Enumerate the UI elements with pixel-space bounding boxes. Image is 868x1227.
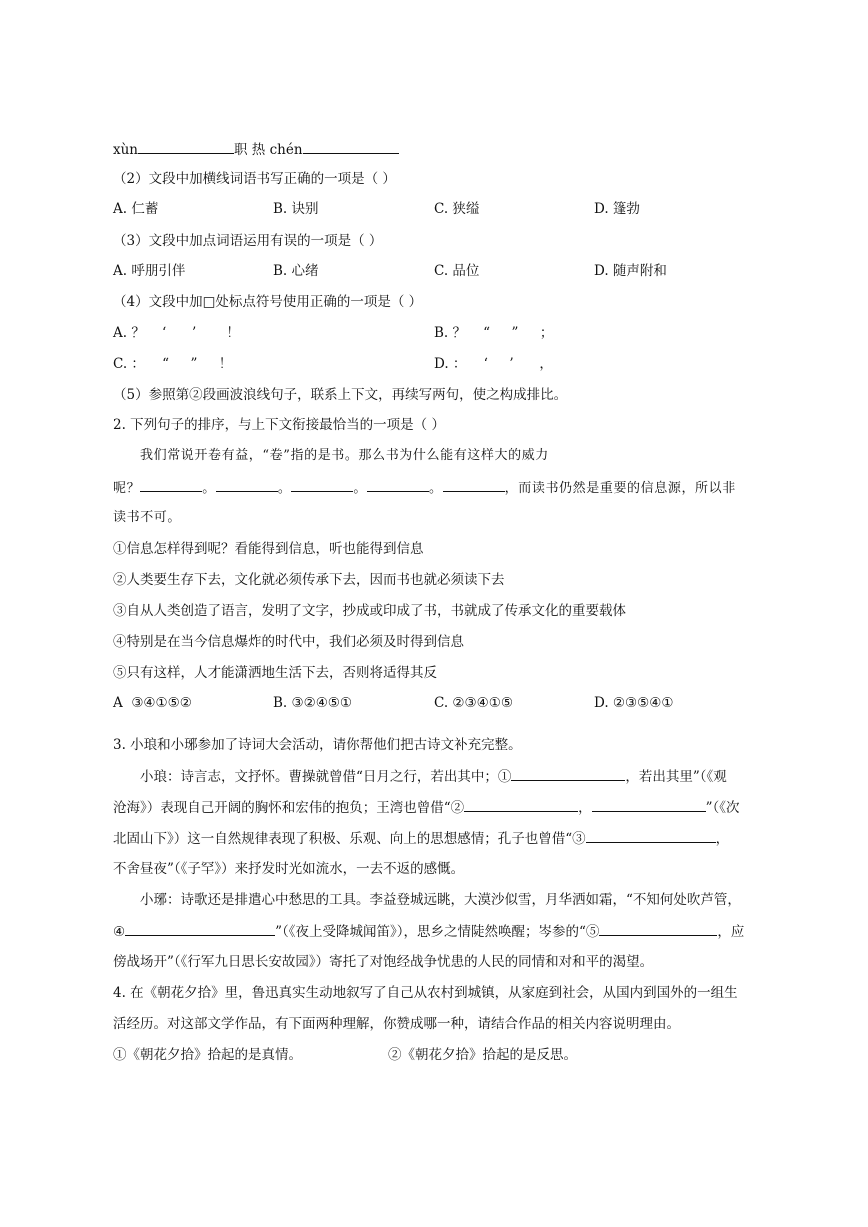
q3-p1-text: ， [715,831,730,847]
q1-2-option-d[interactable]: D. 篷勃 [594,201,640,217]
q2-separator: 。 [353,481,368,496]
q3-p2-line1: 小琊：诗歌还是排遣心中愁思的工具。李益登城远眺，大漠沙似雪，月华洒如霜，“不知何处吹芦管， [140,892,741,908]
q2-blank-1[interactable] [140,478,202,492]
q3-blank-4[interactable] [125,922,275,936]
q1-2-option-c[interactable]: C. 狭缢 [434,201,480,217]
pinyin-xun: xùn [113,142,139,158]
pinyin-line [113,140,399,159]
q4-stem-line1: 4. 在《朝花夕拾》里，鲁迅真实生动地叙写了自己从农村到城镇，从家庭到社会，从国内到国外的一组生 [113,985,738,1001]
q1-3-option-c[interactable]: C. 品位 [434,263,480,279]
q2-option-a[interactable]: A ③④①⑤② [113,695,192,711]
q3-blank-2b[interactable] [592,798,706,812]
q3-p2-line2 [113,922,744,941]
q2-passage-start: 呢？ [113,481,141,496]
q2-blank-2[interactable] [216,478,278,492]
q1-4-option-c[interactable]: C. ： “ ” ！ [113,356,233,372]
q2-stem: 2. 下列句子的排序，与上下文衔接最恰当的一项是（ ） [113,417,445,433]
q3-p1-text: ”（《次 [705,800,740,816]
q3-blank-1[interactable] [511,767,625,781]
blank-xun[interactable] [138,140,234,154]
q4-stem-line2: 活经历。对这部文学作品，有下面两种理解，你赞成哪一种，请结合作品的相关内容说明理由。 [113,1016,680,1032]
q1-3-option-b[interactable]: B. 心绪 [273,263,319,279]
q1-3-option-d[interactable]: D. 随声附和 [594,263,667,279]
q2-blank-3[interactable] [291,478,353,492]
q2-item-2: ②人类要生存下去，文化就必须传承下去，因而书也就必须读下去 [113,572,505,588]
q2-separator: 。 [277,481,292,496]
q2-passage-line1: 我们常说开卷有益，“卷”指的是书。那么书为什么能有这样大的威力 [140,448,549,463]
blank-chen[interactable] [303,140,399,154]
q3-blank-2a[interactable] [464,798,578,812]
q3-p1-text: 沧海》）表现自己开阔的胸怀和宏伟的抱负；王湾也曾借“② [113,800,465,816]
q1-2-option-a[interactable]: A. 仁蓄 [113,201,159,217]
q3-p2-line3: 傍战场开”（《行军九日思长安故园》）寄托了对饱经战争忧患的人民的同情和对和平的渴望。 [113,954,654,970]
q3-blank-5[interactable] [599,922,717,936]
q2-option-d[interactable]: D. ②③⑤④① [594,695,674,711]
q2-passage-end: ，而读书仍然是重要的信息源，所以非 [504,481,736,496]
q3-p1-line4: 不舍昼夜”（《子罕》）来抒发时光如流水，一去不返的感慨。 [113,861,465,877]
q3-p2-text: ，应 [717,924,745,940]
q2-item-5: ⑤只有这样，人才能潇洒地生活下去，否则将适得其反 [113,665,437,681]
q4-option-1[interactable]: ①《朝花夕拾》拾起的是真情。 [113,1047,302,1063]
q2-item-4: ④特别是在当今信息爆炸的时代中，我们必须及时得到信息 [113,634,464,650]
q3-p1-line2 [113,798,740,817]
q4-option-2[interactable]: ②《朝花夕拾》拾起的是反思。 [388,1047,577,1063]
q2-item-1: ①信息怎样得到呢？看能得到信息，听也能得到信息 [113,541,424,557]
q3-p1-text: 小琅：诗言志，文抒怀。曹操就曾借“日月之行，若出其中；① [140,769,512,785]
q1-2-option-b[interactable]: B. 诀别 [273,201,319,217]
q3-p1-text: 北固山下》）这一自然规律表现了积极、乐观、向上的思想感情；孔子也曾借“③ [113,831,586,847]
q1-4-option-b[interactable]: B. ？ “ ” ； [434,325,554,341]
q2-separator: 。 [429,481,443,496]
q3-p1-text: ，若出其里”（《观 [625,769,727,785]
q2-separator: 。 [202,481,216,496]
q2-item-3: ③自从人类创造了语言，发明了文字，抄成或印成了书，书就成了传承文化的重要载体 [113,603,626,619]
q2-option-b[interactable]: B. ③②④⑤① [273,695,353,711]
q2-passage-line2 [113,478,736,498]
q1-4-stem: （4）文段中加□处标点符号使用正确的一项是（ ） [113,294,423,310]
pinyin-rest: 职 热 chén [234,142,303,158]
q1-2-stem: （2）文段中加横线词语书写正确的一项是（ ） [113,171,396,187]
q2-passage-line3: 读书不可。 [113,510,182,525]
q3-p1-line3 [113,829,729,848]
q3-stem: 3. 小琅和小琊参加了诗词大会活动，请你帮他们把古诗文补充完整。 [113,737,522,753]
q2-blank-4[interactable] [367,478,429,492]
q1-3-option-a[interactable]: A. 呼朋引伴 [113,263,186,279]
q3-p2-text: ④ [113,924,126,940]
q2-blank-5[interactable] [443,478,505,492]
q1-4-option-d[interactable]: D. ： ‘ ’ ， [434,356,553,372]
q1-3-stem: （3）文段中加点词语运用有误的一项是（ ） [113,233,383,249]
q1-5-stem: （5）参照第②段画波浪线句子，联系上下文，再续写两句，使之构成排比。 [113,387,568,403]
q3-p2-text: ”（《夜上受降城闻笛》），思乡之情陡然唤醒；岑参的“⑤ [275,924,600,940]
q3-p1-text: ， [578,800,592,816]
q3-p1-line1 [140,767,727,786]
q3-blank-3[interactable] [586,829,716,843]
q2-option-c[interactable]: C. ②③④①⑤ [434,695,513,711]
q1-4-option-a[interactable]: A. ？ ‘ ’ ！ [113,325,240,341]
